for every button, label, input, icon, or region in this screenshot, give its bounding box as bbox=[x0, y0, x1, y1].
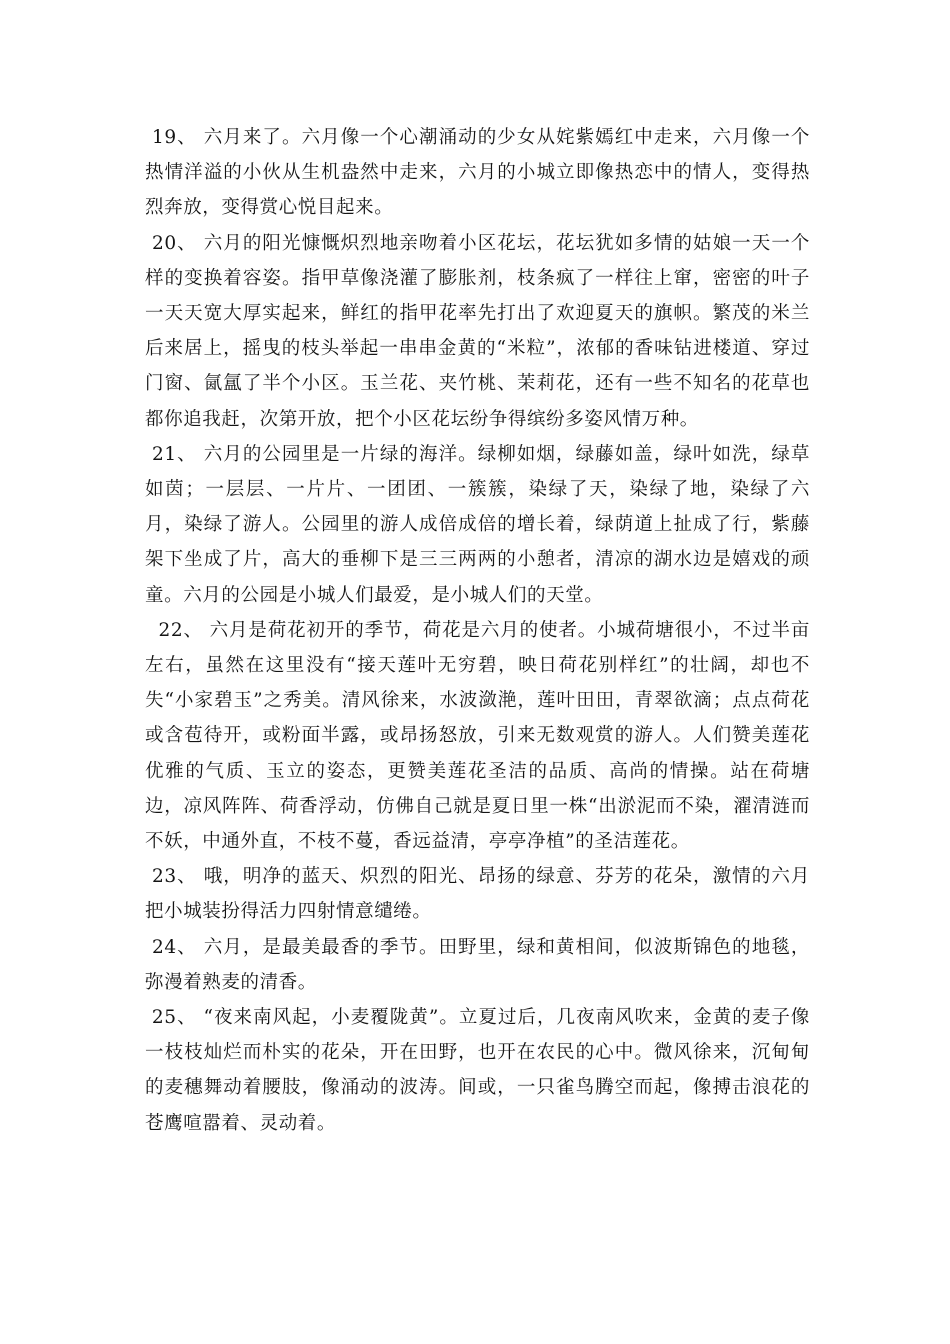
paragraph-22 bbox=[145, 613, 810, 859]
document-page bbox=[145, 120, 810, 1141]
paragraph-text: 六月来了。六月像一个心潮涌动的少女从姹紫嫣红中走来，六月像一个热情洋溢的小伙从生机盎然中走来，六月的小城立即像热恋中的情人，变得热烈奔放，变得赏心悦目起来。 bbox=[145, 127, 810, 219]
paragraph-number: 22、 bbox=[145, 619, 203, 641]
paragraph-text: 六月的阳光慷慨炽烈地亲吻着小区花坛，花坛犹如多情的姑娘一天一个样的变换着容姿。指甲草像浇灌了膨胀剂，枝条疯了一样往上窜，密密的叶子一天天宽大厚实起来，鲜红的指甲花率先打出了欢迎夏天的旗帜。繁茂的米兰后来居上，摇曳的枝头举起一串串金黄的“米粒”，浓郁的香味钻进楼道、穿过门窗、氤氲了半个小区。玉兰花、夹竹桃、茉莉花，还有一些不知名的花草也都你追我赶，次第开放，把个小区花坛纷争得缤纷多姿风情万种。 bbox=[145, 232, 810, 430]
paragraph-text: 六月的公园里是一片绿的海洋。绿柳如烟，绿藤如盖，绿叶如洗，绿草如茵；一层层、一片片、一团团、一簇簇，染绿了天，染绿了地，染绿了六月，染绿了游人。公园里的游人成倍成倍的增长着，绿荫道上扯成了行，紫藤架下坐成了片，高大的垂柳下是三三两两的小憩者，清凉的湖水边是嬉戏的顽童。六月的公园是小城人们最爱，是小城人们的天堂。 bbox=[145, 443, 810, 606]
paragraph-23 bbox=[145, 859, 810, 929]
paragraph-number: 20、 bbox=[145, 232, 197, 254]
paragraph-24 bbox=[145, 930, 810, 1000]
paragraph-text: 六月是荷花初开的季节，荷花是六月的使者。小城荷塘很小，不过半亩左右，虽然在这里没有“接天莲叶无穷碧，映日荷花别样红”的壮阔，却也不失“小家碧玉”之秀美。清风徐来，水波潋滟，莲叶田田，青翠欲滴；点点荷花或含苞待开，或粉面半露，或昂扬怒放，引来无数观赏的游人。人们赞美莲花优雅的气质、玉立的姿态，更赞美莲花圣洁的品质、高尚的情操。站在荷塘边，凉风阵阵、荷香浮动，仿佛自己就是夏日里一株“出淤泥而不染，濯清涟而不妖，中通外直，不枝不蔓，香远益清，亭亭净植”的圣洁莲花。 bbox=[145, 619, 810, 853]
paragraph-25 bbox=[145, 1000, 810, 1141]
paragraph-20 bbox=[145, 226, 810, 437]
paragraph-text: “夜来南风起，小麦覆陇黄”。立夏过后，几夜南风吹来，金黄的麦子像一枝枝灿烂而朴实的花朵，开在田野，也开在农民的心中。微风徐来，沉甸甸的麦穗舞动着腰肢，像涌动的波涛。间或，一只雀鸟腾空而起，像搏击浪花的苍鹰喧嚣着、灵动着。 bbox=[145, 1007, 810, 1134]
paragraph-number: 25、 bbox=[145, 1007, 197, 1029]
paragraph-number: 24、 bbox=[145, 936, 197, 958]
paragraph-number: 21、 bbox=[145, 443, 197, 465]
paragraph-number: 19、 bbox=[145, 127, 197, 148]
paragraph-text: 哦，明净的蓝天、炽烈的阳光、昂扬的绿意、芬芳的花朵，激情的六月把小城装扮得活力四射情意缱绻。 bbox=[145, 866, 810, 923]
paragraph-text: 六月，是最美最香的季节。田野里，绿和黄相间，似波斯锦色的地毯，弥漫着熟麦的清香。 bbox=[145, 936, 810, 993]
paragraph-number: 23、 bbox=[145, 866, 197, 888]
paragraph-19 bbox=[145, 120, 810, 226]
paragraph-21 bbox=[145, 437, 810, 613]
